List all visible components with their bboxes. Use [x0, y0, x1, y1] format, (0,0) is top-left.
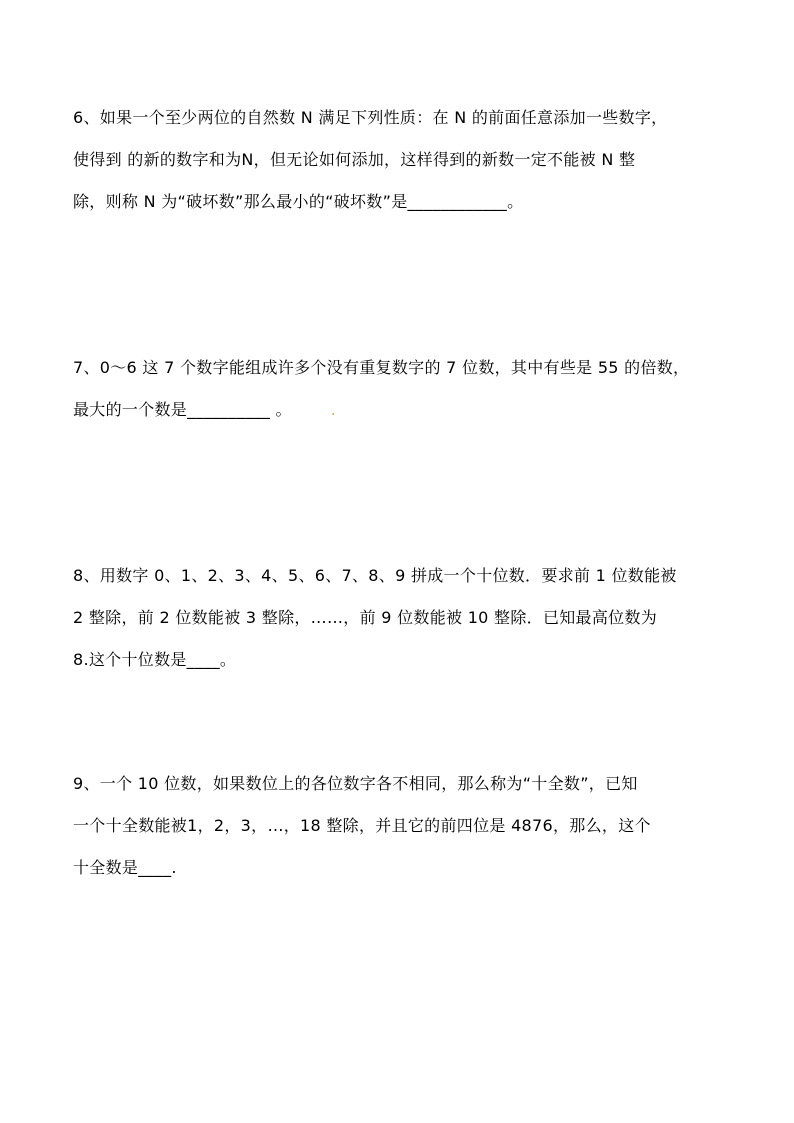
question-6-line-2: 使得到 的新的数字和为N，但无论如何添加，这样得到的新数一定不能被 N 整 [73, 150, 636, 169]
question-8-line-3: 8.这个十位数是____。 [73, 650, 237, 669]
question-9-line-1: 9、一个 10 位数，如果数位上的各位数字各不相同，那么称为“十全数”，已知 [73, 774, 638, 793]
question-9-line-2: 一个十全数能被1，2，3，…，18 整除，并且它的前四位是 4876，那么，这个 [73, 816, 651, 835]
question-7-line-1: 7、0～6 这 7 个数字能组成许多个没有重复数字的 7 位数，其中有些是 55 的倍数， [73, 358, 690, 377]
question-9-line-3: 十全数是____. [73, 858, 177, 877]
question-6-line-1: 6、如果一个至少两位的自然数 N 满足下列性质：在 N 的前面任意添加一些数字， [73, 108, 668, 127]
stray-mark: . [331, 403, 336, 419]
question-8-line-2: 2 整除，前 2 位数能被 3 整除，……，前 9 位数能被 10 整除．已知最高位数为 [73, 608, 658, 627]
question-7-line-2: 最大的一个数是__________ 。 [73, 400, 292, 419]
question-8-line-1: 8、用数字 0、1、2、3、4、5、6、7、8、9 拼成一个十位数．要求前 1 位数能被 [73, 566, 677, 585]
question-6-line-3: 除，则称 N 为“破坏数”那么最小的“破坏数”是____________。 [73, 192, 524, 211]
